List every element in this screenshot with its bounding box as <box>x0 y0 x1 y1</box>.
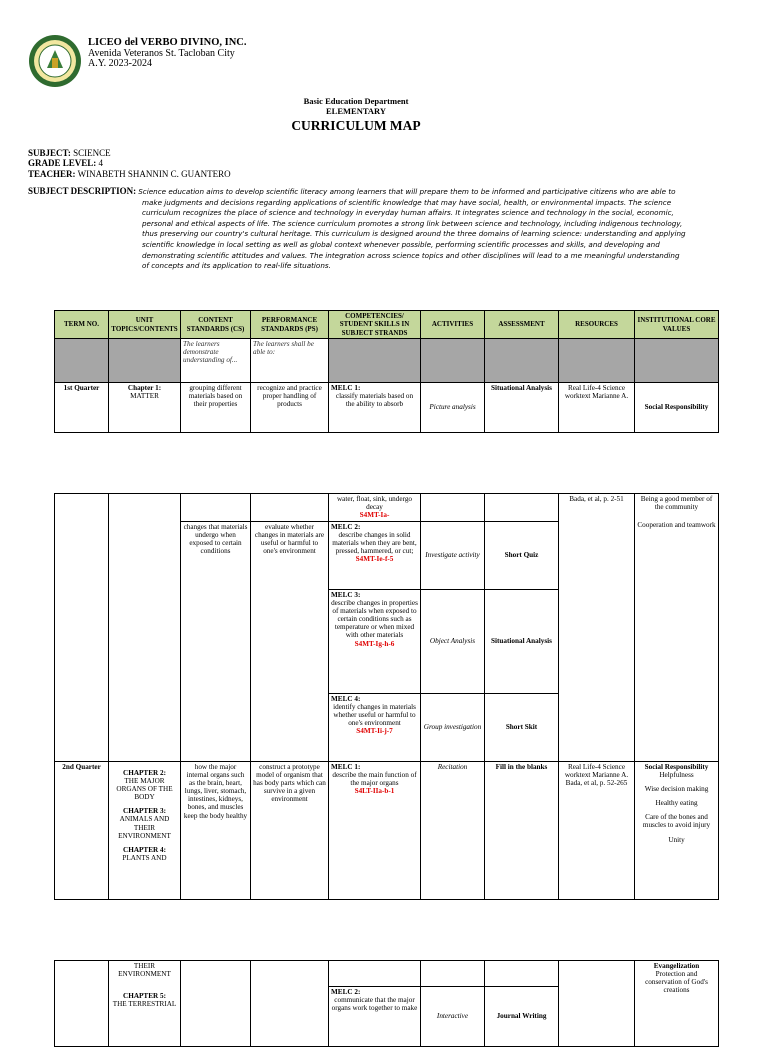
standards-intro-row <box>55 339 719 383</box>
q2-values-cont: Evangelization Protection and conservation of God's creations <box>635 961 719 1047</box>
grade-label: GRADE LEVEL <box>28 158 94 169</box>
department-name: Basic Education Department <box>303 96 409 106</box>
q2-melc2: MELC 2: communicate that the major organs work together to make <box>329 987 421 1047</box>
q2-assessment: Fill in the blanks <box>485 762 559 900</box>
q2-melc1: MELC 1: describe the main function of the major organs S4LT-IIa-b-1 <box>329 762 421 900</box>
q1-resources: Real Life-4 Science worktext Marianne A. <box>559 383 635 433</box>
table-header-row <box>55 311 719 339</box>
school-year: A.Y. 2023-2024 <box>88 58 152 69</box>
q2-cs: how the major internal organs such as the brain, heart, lungs, liver, stomach, intestines, kidneys, bones, and muscles keep the body healthy <box>181 762 251 900</box>
q2-row <box>55 762 719 900</box>
ps-intro: The learners shall be able to: <box>251 339 329 383</box>
q1-values-cont: Being a good member of the community Cooperation and teamwork <box>635 494 719 762</box>
teacher-label: TEACHER <box>28 168 73 179</box>
q1-melc2-activity: Investigate activity <box>421 522 485 590</box>
q1-melc1: MELC 1: classify materials based on the ability to absorb <box>329 383 421 433</box>
department-heading <box>0 96 712 116</box>
header-values: INSTITUTIONAL CORE VALUES <box>635 311 719 339</box>
curriculum-table-page-1 <box>54 310 719 433</box>
description-line-1: Science education aims to develop scientific literacy among learners that will prepare them to be informed and participative citizens who are able to <box>138 187 676 196</box>
subject-description: SUBJECT DESCRIPTION: Science education aims to develop scientific literacy among learners that will prepare them to be informed and participative citizens who are able to make judgments and decisions regarding applications of scientific knowledge that may have social, health, or environmental impacts. The science curriculum recognizes the place of science and technology in everyday human affairs. It integrates science and technology in the social, economic, personal and ethical aspects of life. The science curriculum promotes a strong link between science and technology, including indigenous technology, thus preserving our country's cultural heritage. This curriculum is designed around the three domains of learning science: understanding and applying scientific knowledge in local setting as well as global context whenever possible, performing scientific processes and skills, and developing and demonstrating scientific attitudes and values. The integration across science topics and other disciplines will lead to a me meaningful understanding of concepts and its application to real-life situations. <box>28 186 688 272</box>
subject-info: SUBJECT: SCIENCE GRADE LEVEL: 4 TEACHER: WINABETH SHANNIN C. GUANTERO <box>28 148 231 179</box>
q1-melc3: MELC 3: describe changes in properties of materials when exposed to certain conditions such as temperature or when mixed with other materials S4MT-Ig-h-6 <box>329 590 421 694</box>
q1-ps-2: evaluate whether changes in materials are useful or harmful to one's environment <box>251 522 329 762</box>
level-name: ELEMENTARY <box>326 106 386 116</box>
q1-cs-2: changes that materials undergo when exposed to certain conditions <box>181 522 251 762</box>
q1-melc1-continued: water, float, sink, undergo decay S4MT-Ia- <box>329 494 421 522</box>
q1-unit: Chapter 1: MATTER <box>109 383 181 433</box>
description-text: make judgments and decisions regarding applications of scientific knowledge that may have social, health, or environmental impacts. The science curriculum recognizes the place of science and technology in everyday human affairs. It integrates science and technology in the social, economic, personal and ethical aspects of life. The science curriculum promotes a strong link between science and technology, including indigenous technology, thus preserving our country's cultural heritage. This curriculum is designed around the three domains of learning science: understanding and applying scientific knowledge in local setting as well as global context whenever possible, performing scientific processes and skills, and developing and demonstrating scientific attitudes and values. The integration across science topics and other disciplines will lead to a me meaningful understanding of concepts and its application to real-life situations. <box>142 197 686 271</box>
q1-melc4-activity: Group investigation <box>421 694 485 762</box>
teacher-value: WINABETH SHANNIN C. GUANTERO <box>77 168 231 179</box>
q2-continued-row <box>55 961 719 987</box>
q1-melc3-assessment: Situational Analysis <box>485 590 559 694</box>
school-seal-logo <box>28 34 82 88</box>
header-assessment: ASSESSMENT <box>485 311 559 339</box>
header-unit: UNIT TOPICS/CONTENTS <box>109 311 181 339</box>
q2-resources: Real Life-4 Science worktext Marianne A. Bada, et al, p. 52-265 <box>559 762 635 900</box>
curriculum-table-page-2 <box>54 493 719 900</box>
q2-ps: construct a prototype model of organism that has body parts which can survive in a given environment <box>251 762 329 900</box>
q1-melc3-activity: Object Analysis <box>421 590 485 694</box>
cs-intro: The learners demonstrate understanding of... <box>181 339 251 383</box>
school-name: LICEO del VERBO DIVINO, INC. <box>88 37 247 48</box>
q2-activity: Recitation <box>421 762 485 900</box>
q1-ps: recognize and practice proper handling of products <box>251 383 329 433</box>
q1-activity: Picture analysis <box>421 383 485 433</box>
grade-value: 4 <box>98 158 104 169</box>
header-competencies: COMPETENCIES/ STUDENT SKILLS IN SUBJECT STRANDS <box>329 311 421 339</box>
q1-melc2: MELC 2: describe changes in solid materials when they are bent, pressed, hammered, or cut; S4MT-Ie-f-5 <box>329 522 421 590</box>
q1-melc4-assessment: Short Skit <box>485 694 559 762</box>
subject-label: SUBJECT <box>28 148 68 158</box>
q2-unit: CHAPTER 2: THE MAJOR ORGANS OF THE BODY CHAPTER 3: ANIMALS AND THEIR ENVIRONMENT CHAPTER 4: PLANTS AND <box>109 762 181 900</box>
header-term: TERM NO. <box>55 311 109 339</box>
q1-melc4: MELC 4: identify changes in materials whether useful or harmful to one's environment S4MT-Ii-j-7 <box>329 694 421 762</box>
q1-melc2-assessment: Short Quiz <box>485 522 559 590</box>
header-activities: ACTIVITIES <box>421 311 485 339</box>
q1-assessment: Situational Analysis <box>485 383 559 433</box>
header-resources: RESOURCES <box>559 311 635 339</box>
school-header <box>88 38 247 70</box>
header-ps: PERFORMANCE STANDARDS (PS) <box>251 311 329 339</box>
q2-term: 2nd Quarter <box>55 762 109 900</box>
description-label: SUBJECT DESCRIPTION <box>28 186 134 196</box>
q1-cs: grouping different materials based on their properties <box>181 383 251 433</box>
school-address: Avenida Veteranos St. Tacloban City <box>88 47 235 59</box>
q1-row <box>55 383 719 433</box>
curriculum-table-page-3 <box>54 960 719 1047</box>
page-title: CURRICULUM MAP <box>291 118 421 133</box>
q1-continued-row <box>55 494 719 522</box>
q1-values: Social Responsibility <box>635 383 719 433</box>
q1-resources-cont: Bada, et al, p. 2-51 <box>559 494 635 762</box>
subject-value: SCIENCE <box>73 148 111 158</box>
q2-unit-cont: THEIR ENVIRONMENT CHAPTER 5: THE TERRESTRIAL <box>109 961 181 1047</box>
q2-melc2-assessment: Journal Writing <box>485 987 559 1047</box>
q2-values: Social Responsibility Helpfulness Wise decision making Healthy eating Care of the bones and muscles to avoid injury Unity <box>635 762 719 900</box>
header-cs: CONTENT STANDARDS (CS) <box>181 311 251 339</box>
q2-melc2-activity: Interactive <box>421 987 485 1047</box>
q1-term: 1st Quarter <box>55 383 109 433</box>
